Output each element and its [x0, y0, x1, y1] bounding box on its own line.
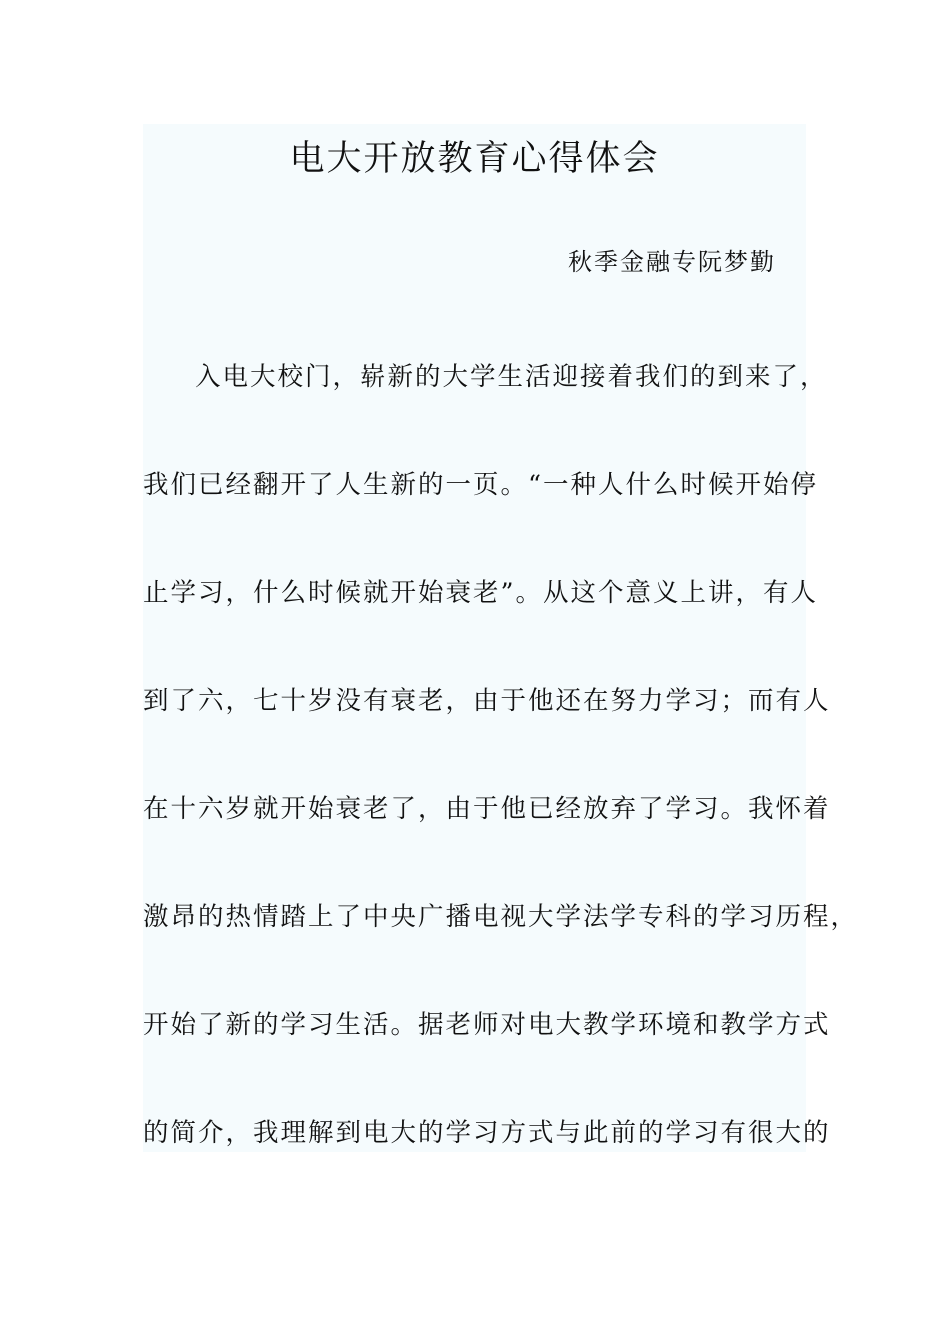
body-line-5: 在十六岁就开始衰老了，由于他已经放弃了学习。我怀着 — [143, 794, 831, 824]
body-line-1: 入电大校门，崭新的大学生活迎接着我们的到来了， — [195, 362, 828, 392]
body-line-2: 我们已经翻开了人生新的一页。“一种人什么时候开始停 — [143, 470, 819, 500]
body-line-8: 的简介，我理解到电大的学习方式与此前的学习有很大的 — [143, 1118, 831, 1148]
body-line-4: 到了六，七十岁没有衰老，由于他还在努力学习；而有人 — [143, 686, 831, 716]
text-block — [143, 124, 859, 1152]
document-title: 电大开放教育心得体会 — [289, 139, 660, 179]
author-line: 秋季金融专阮梦勤 — [568, 248, 776, 276]
body-line-7: 开始了新的学习生活。据老师对电大教学环境和教学方式 — [143, 1010, 831, 1040]
body-line-6: 激昂的热情踏上了中央广播电视大学法学专科的学习历程， — [143, 902, 859, 932]
body-line-3: 止学习，什么时候就开始衰老”。从这个意义上讲，有人 — [143, 578, 819, 608]
